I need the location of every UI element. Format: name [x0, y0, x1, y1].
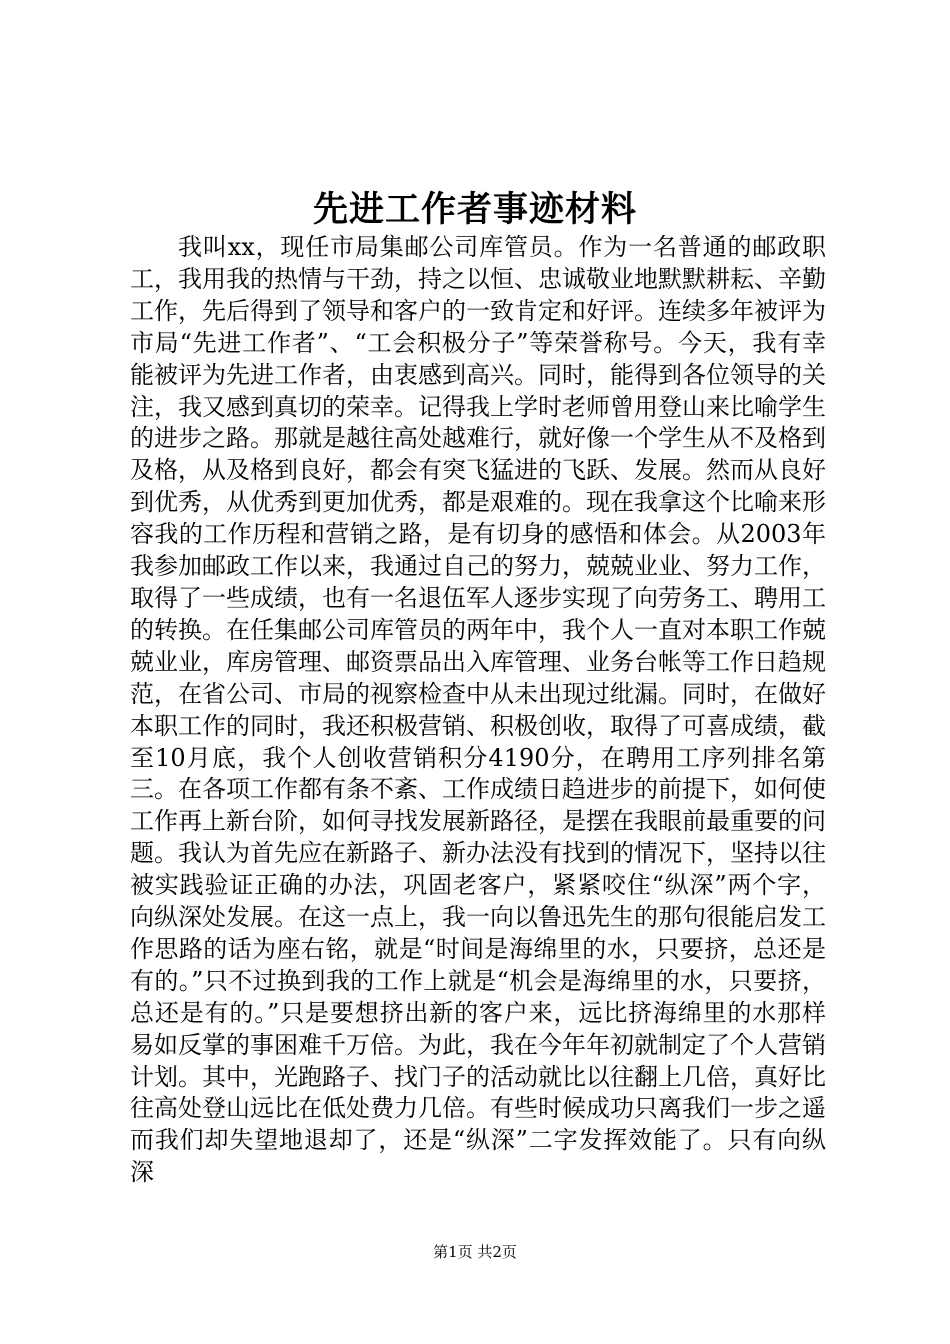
document-title: 先进工作者事迹材料 — [312, 189, 637, 230]
page-footer: 第1页 共2页 — [433, 1243, 517, 1261]
body-paragraph: 我叫xx，现任市局集邮公司库管员。作为一名普通的邮政职工，我用我的热情与干劲，持之以恒、忠诚敬业地默默耕耘、辛勤工作，先后得到了领导和客户的一致肯定和好评。连续多年被评为市局“先进工作者”、“工会积极分子”等荣誉称号。今天，我有幸能被评为先进工作者，由衷感到高兴。同时，能得到各位领导的关注，我又感到真切的荣幸。记得我上学时老师曾用登山来比喻学生的进步之路。那就是越往高处越难行，就好像一个学生从不及格到及格，从及格到良好，都会有突飞猛进的飞跃、发展。然而从良好到优秀，从优秀到更加优秀，都是艰难的。现在我拿这个比喻来形容我的工作历程和营销之路，是有切身的感悟和体会。从2003年我参加邮政工作以来，我通过自己的努力，兢兢业业、努力工作，取得了一些成绩，也有一名退伍军人逐步实现了向劳务工、聘用工的转换。在任集邮公司库管员的两年中，我个人一直对本职工作兢兢业业，库房管理、邮资票品出入库管理、业务台帐等工作日趋规范，在省公司、市局的视察检查中从未出现过纰漏。同时，在做好本职工作的同时，我还积极营销、积极创收，取得了可喜成绩，截至10月底，我个人创收营销积分4190分，在聘用工序列排名第三。在各项工作都有条不紊、工作成绩日趋进步的前提下，如何使工作再上新台阶，如何寻找发展新路径，是摆在我眼前最重要的问题。我认为首先应在新路子、新办法没有找到的情况下，坚持以往被实践验证正确的办法，巩固老客户，紧紧咬住“纵深”两个字，向纵深处发展。在这一点上，我一向以鲁迅先生的那句很能启发工作思路的话为座右铭，就是“时间是海绵里的水，只要挤，总还是有的。”只不过换到我的工作上就是“机会是海绵里的水，只要挤，总还是有的。”只是要想挤出新的客户来，远比挤海绵里的水那样易如反掌的事困难千万倍。为此，我在今年年初就制定了个人营销计划。其中，光跑路子、找门子的活动就比以往翻上几倍，真好比往高处登山远比在低处费力几倍。有些时候成功只离我们一步之遥而我们却失望地退却了，还是“纵深”二字发挥效能了。只有向纵深 — [130, 233, 826, 1187]
